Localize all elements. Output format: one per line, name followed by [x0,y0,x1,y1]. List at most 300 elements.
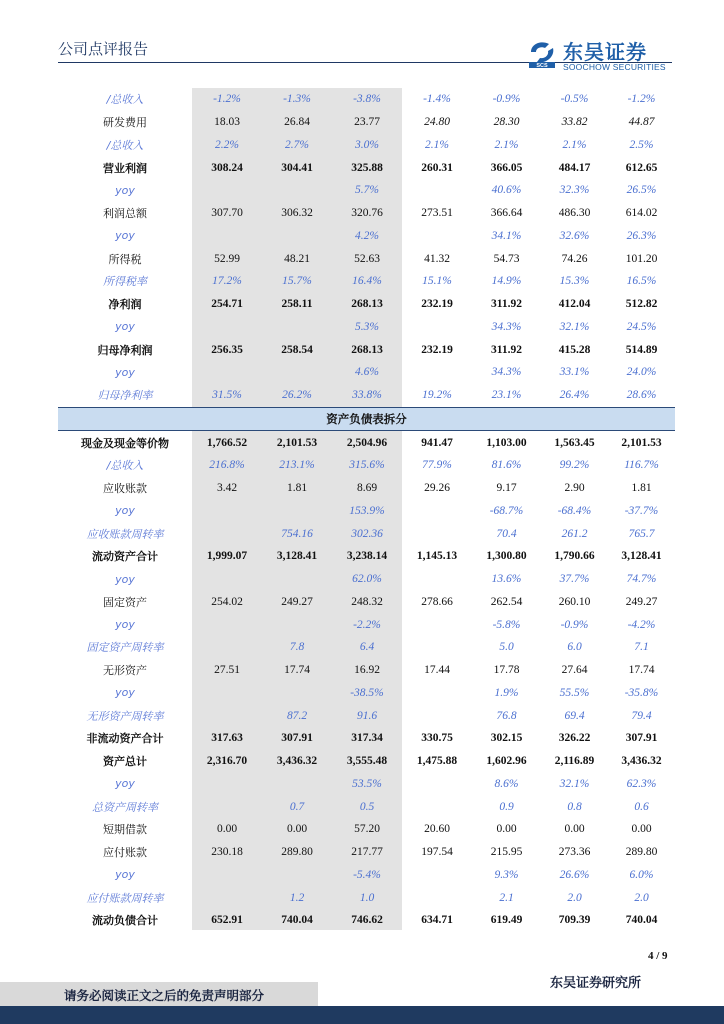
table-cell: 26.6% [559,868,590,881]
table-cell: 262.54 [490,595,523,608]
table-cell: 308.24 [211,161,243,174]
table-cell: 197.54 [421,846,453,859]
table-cell: 740.04 [281,914,313,927]
table-cell: 8.69 [356,482,378,495]
table-row [58,454,675,477]
table-cell: 278.66 [421,595,453,608]
table-cell: 17.74 [628,664,655,677]
row-label: 固定资产周转率 [86,641,164,655]
table-cell: 366.05 [490,161,523,174]
table-cell: 62.0% [352,573,382,586]
table-cell: 230.18 [211,846,243,859]
row-label: yoy [115,572,135,586]
table-cell: 260.31 [421,161,453,174]
table-cell: -1.3% [283,93,311,106]
table-cell: 74.7% [626,573,657,586]
table-row [58,818,675,841]
table-cell [402,704,472,727]
page-number: 4 / 9 [648,950,668,962]
row-label: 应收账款周转率 [86,527,164,541]
table-cell [402,225,472,248]
table-cell: 740.04 [625,914,658,927]
table-cell [192,864,262,887]
table-cell: 15.7% [282,275,312,288]
table-cell [192,522,262,545]
table-cell: 26.5% [626,184,657,197]
table-row [58,682,675,705]
table-cell: 24.5% [626,320,657,333]
row-label: 流动负债合计 [92,914,158,928]
table-cell: 273.51 [421,207,453,220]
row-label: yoy [115,183,135,197]
table-cell: 26.2% [282,389,312,402]
table-cell: -4.2% [627,618,656,631]
table-cell: 17.74 [284,664,310,677]
table-cell: 17.78 [493,664,520,677]
table-cell [192,179,262,202]
table-cell: -2.2% [353,618,381,631]
table-cell: 4.2% [355,229,379,242]
disclaimer-banner [0,982,318,1006]
table-cell: 0.00 [564,823,585,836]
table-cell: 619.49 [490,914,523,927]
table-cell: 2.1% [425,138,449,151]
table-cell: 153.9% [349,504,385,517]
table-cell: -37.7% [624,504,659,517]
table-cell: 32.1% [559,320,590,333]
table-cell: -68.7% [489,504,524,517]
table-cell: 1,475.88 [416,755,458,768]
table-cell: 99.2% [559,459,590,472]
table-cell: 2.0 [634,891,649,904]
table-cell: -35.8% [624,686,659,699]
table-cell: 17.2% [212,275,242,288]
table-row [58,909,675,932]
table-row [58,522,675,545]
table-cell: 26.4% [559,389,590,402]
row-label: 归母净利润 [97,343,153,357]
table-cell: 0.9 [499,800,514,813]
table-cell: 289.80 [281,846,313,859]
table-cell: 326.22 [558,732,591,745]
table-cell: 33.8% [352,389,382,402]
row-label: 资产总计 [103,755,147,769]
row-label: 所得税 [108,252,142,266]
table-cell: 16.4% [352,275,382,288]
table-cell: 54.73 [493,252,520,265]
row-label: yoy [115,618,135,632]
table-cell: 0.7 [289,800,305,813]
table-cell: 9.17 [496,482,517,495]
row-label: 利润总额 [103,207,147,221]
row-label: yoy [115,229,135,243]
logo-chinese-name: 东吴证券 [563,40,647,64]
table-cell: 709.39 [558,914,591,927]
table-cell: 3.0% [355,138,379,151]
table-cell [402,636,472,659]
table-cell: 9.3% [494,868,519,881]
table-cell: 325.88 [351,161,383,174]
table-row [58,88,675,111]
table-cell: 320.76 [351,207,383,220]
table-cell: 213.1% [279,459,315,472]
table-cell: 77.9% [422,459,452,472]
table-cell: 101.20 [625,252,658,265]
table-row [58,613,675,636]
table-cell: 0.5 [359,800,375,813]
table-cell: 3,238.14 [346,550,388,563]
table-cell: 254.02 [211,595,243,608]
report-type-title: 公司点评报告 [58,40,149,58]
table-cell: 2.1 [499,891,514,904]
table-row [58,361,675,384]
table-cell: 754.16 [281,527,313,540]
table-cell: 18.03 [214,116,240,129]
company-logo [527,38,675,74]
table-cell: 32.6% [559,229,590,242]
row-label: 短期借款 [103,823,147,837]
table-cell [402,682,472,705]
table-cell: 17.44 [424,664,450,677]
table-row [58,500,675,523]
table-cell: 91.6 [356,709,378,722]
table-cell [262,361,332,384]
table-cell: 249.27 [625,595,658,608]
table-row [58,477,675,500]
soochow-logo-icon [527,38,557,68]
table-cell: 2,101.53 [621,436,662,449]
table-cell: 2,101.53 [276,436,318,449]
table-row [58,293,675,316]
table-cell: 37.7% [559,573,590,586]
table-cell: 2,504.96 [346,436,388,449]
table-cell: 249.27 [281,595,313,608]
table-cell: 366.64 [490,207,523,220]
table-cell: 31.5% [212,389,242,402]
table-cell [262,500,332,523]
table-cell: 2.2% [215,138,239,151]
table-cell: 1.81 [286,482,308,495]
table-row [58,225,675,248]
table-cell [192,316,262,339]
table-cell: 20.60 [424,823,450,836]
table-cell: 3,436.32 [276,755,318,768]
table-cell [262,864,332,887]
table-row [58,156,675,179]
table-cell [192,682,262,705]
table-cell: 302.36 [351,527,383,540]
table-cell: 652.91 [211,914,243,927]
table-cell [262,613,332,636]
row-label: 无形资产周转率 [86,709,164,723]
table-cell: 28.30 [493,116,520,129]
table-cell: 8.6% [494,777,519,790]
table-cell: 256.35 [211,343,243,356]
table-cell: 70.4 [496,527,517,540]
table-cell: 317.34 [351,732,383,745]
table-cell: 79.4 [631,709,652,722]
table-cell: 258.11 [281,298,313,311]
table-cell: 3,436.32 [621,755,662,768]
table-cell: 33.1% [559,366,590,379]
row-label: 固定资产 [103,595,147,609]
table-row [58,179,675,202]
row-label: 流动资产合计 [92,550,158,564]
table-cell: -68.4% [557,504,592,517]
table-cell: 311.92 [491,298,522,311]
table-cell: 614.02 [625,207,658,220]
row-label: 营业利润 [103,161,147,175]
table-cell: 765.7 [628,527,655,540]
table-cell: 1,103.00 [486,436,527,449]
row-label: yoy [115,868,135,882]
table-cell: 2,316.70 [206,755,248,768]
table-cell: 15.1% [422,275,452,288]
table-cell: 306.32 [281,207,313,220]
table-cell: 289.80 [625,846,658,859]
row-label: /总收入 [106,138,144,152]
table-cell: 28.6% [626,389,657,402]
table-cell: 260.10 [558,595,591,608]
table-cell: 2.0 [567,891,582,904]
table-cell: 7.8 [289,641,305,654]
table-cell: 512.82 [625,298,658,311]
table-cell: 215.95 [490,846,523,859]
table-cell: 44.87 [628,116,655,129]
table-cell: -1.2% [213,93,241,106]
table-cell: 941.47 [421,436,453,449]
table-cell [402,886,472,909]
table-cell: 81.6% [491,459,522,472]
table-cell: 2.5% [629,138,654,151]
table-row [58,270,675,293]
table-cell: 634.71 [421,914,453,927]
table-cell: 746.62 [351,914,383,927]
table-cell [192,613,262,636]
table-cell [192,568,262,591]
table-row [58,886,675,909]
table-cell: 268.13 [351,298,383,311]
row-label: 研发费用 [103,116,147,130]
row-label: yoy [115,504,135,518]
table-row [58,591,675,614]
table-cell: 5.3% [355,320,379,333]
row-label: 总资产周转率 [92,800,158,814]
table-cell: 254.71 [211,298,243,311]
table-cell: 34.3% [491,320,522,333]
row-label: 现金及现金等价物 [81,436,169,450]
row-label: 所得税率 [103,275,147,289]
table-row [58,111,675,134]
table-cell [192,886,262,909]
table-cell: 48.21 [284,252,310,265]
table-cell [192,225,262,248]
table-cell: 258.54 [281,343,313,356]
row-label: 应付账款 [103,846,147,860]
table-row [58,795,675,818]
table-cell: -3.8% [353,93,381,106]
table-cell: -0.9% [560,618,589,631]
row-label: 归母净利率 [97,389,153,403]
table-cell: 1,602.96 [486,755,527,768]
table-row [58,247,675,270]
table-cell: 34.1% [491,229,522,242]
table-cell: -5.8% [492,618,521,631]
table-cell: 57.20 [354,823,380,836]
section-header-row [58,407,675,431]
table-cell: 2.90 [564,482,585,495]
table-cell: 330.75 [421,732,453,745]
table-cell: 74.26 [561,252,588,265]
table-cell [402,522,472,545]
table-cell: 26.84 [284,116,310,129]
institute-name: 东吴证券研究所 [550,976,642,991]
table-cell: 32.1% [559,777,590,790]
table-row [58,431,675,454]
table-cell: 1,300.80 [486,550,527,563]
table-cell: 33.82 [561,116,588,129]
table-row [58,659,675,682]
table-cell: 0.00 [496,823,517,836]
row-label: yoy [115,777,135,791]
table-cell: -0.9% [492,93,521,106]
table-cell [262,225,332,248]
row-label: 净利润 [108,298,142,312]
table-cell: 307.70 [211,207,243,220]
table-cell: 29.26 [424,482,450,495]
table-cell: 2.7% [285,138,309,151]
table-cell: 7.1 [634,641,649,654]
table-cell: 1,145.13 [416,550,458,563]
table-cell: 1.2 [289,891,305,904]
row-label: 非流动资产合计 [86,732,164,746]
table-cell: 302.15 [490,732,523,745]
table-cell: -1.4% [423,93,451,106]
table-cell: 69.4 [564,709,585,722]
table-cell: 261.2 [561,527,588,540]
table-row [58,704,675,727]
section-title: 资产负债表拆分 [58,407,675,431]
table-cell: 3,128.41 [621,550,662,563]
table-cell: 0.00 [631,823,652,836]
table-row [58,568,675,591]
table-cell [192,500,262,523]
table-row [58,841,675,864]
table-cell: 307.91 [281,732,313,745]
table-cell: 3.42 [216,482,238,495]
table-row [58,384,675,407]
footer-bar [0,1006,724,1024]
row-label: yoy [115,320,135,334]
table-cell: 6.0 [567,641,582,654]
table-cell: 486.30 [558,207,591,220]
table-cell [402,568,472,591]
table-cell: 23.77 [354,116,380,129]
row-label: 应付账款周转率 [86,891,164,905]
table-cell: 273.36 [558,846,591,859]
table-cell: 1.9% [494,686,519,699]
table-cell: 52.63 [354,252,380,265]
table-cell: 232.19 [421,343,453,356]
table-row [58,727,675,750]
table-cell: -5.4% [353,868,381,881]
table-cell: 612.65 [625,161,658,174]
table-cell [402,179,472,202]
table-cell [192,704,262,727]
table-cell: 0.00 [286,823,308,836]
table-cell [402,613,472,636]
table-cell [262,773,332,796]
table-cell [402,500,472,523]
logo-english-name: SOOCHOW SECURITIES [563,62,666,72]
table-cell: 317.63 [211,732,243,745]
financial-forecast-table [58,88,675,932]
table-cell: 484.17 [558,161,591,174]
table-cell: 16.5% [626,275,657,288]
table-cell: 15.3% [559,275,590,288]
table-cell: -0.5% [560,93,589,106]
table-cell [402,864,472,887]
table-cell [402,361,472,384]
table-row [58,773,675,796]
table-cell: 3,555.48 [346,755,388,768]
table-cell: 5.7% [355,184,379,197]
table-cell: 6.0% [629,868,654,881]
table-cell: 5.0 [499,641,514,654]
row-label: yoy [115,365,135,379]
table-cell: 1.0 [359,891,375,904]
row-label: /总收入 [106,93,144,107]
table-cell: 248.32 [351,595,383,608]
table-row [58,864,675,887]
row-label: 应收账款 [103,482,147,496]
table-cell [402,316,472,339]
table-row [58,338,675,361]
table-cell [262,179,332,202]
table-cell: 23.1% [491,389,522,402]
table-cell: 87.2 [286,709,308,722]
row-label: 无形资产 [103,664,147,678]
table-cell [402,773,472,796]
table-cell: 514.89 [625,343,658,356]
table-cell: 0.00 [216,823,238,836]
table-cell: 62.3% [626,777,657,790]
table-cell: 304.41 [281,161,313,174]
table-cell: 412.04 [558,298,591,311]
table-cell: 0.8 [567,800,582,813]
table-cell: 24.0% [626,366,657,379]
table-cell: 41.32 [424,252,450,265]
table-cell: 4.6% [355,366,379,379]
table-cell: 52.99 [214,252,240,265]
table-row [58,316,675,339]
table-cell: 2,116.89 [554,755,595,768]
table-cell: 76.8 [496,709,517,722]
table-cell: 27.64 [561,664,588,677]
table-cell: 16.92 [354,664,380,677]
table-cell [192,636,262,659]
table-cell: 40.6% [491,184,522,197]
table-cell [262,316,332,339]
table-cell: 34.3% [491,366,522,379]
table-row [58,636,675,659]
table-cell: 1,999.07 [206,550,248,563]
table-cell: 311.92 [491,343,522,356]
table-cell: 3,128.41 [276,550,318,563]
table-cell: 1,563.45 [554,436,595,449]
table-cell: 217.77 [351,846,383,859]
table-cell: 2.1% [494,138,519,151]
